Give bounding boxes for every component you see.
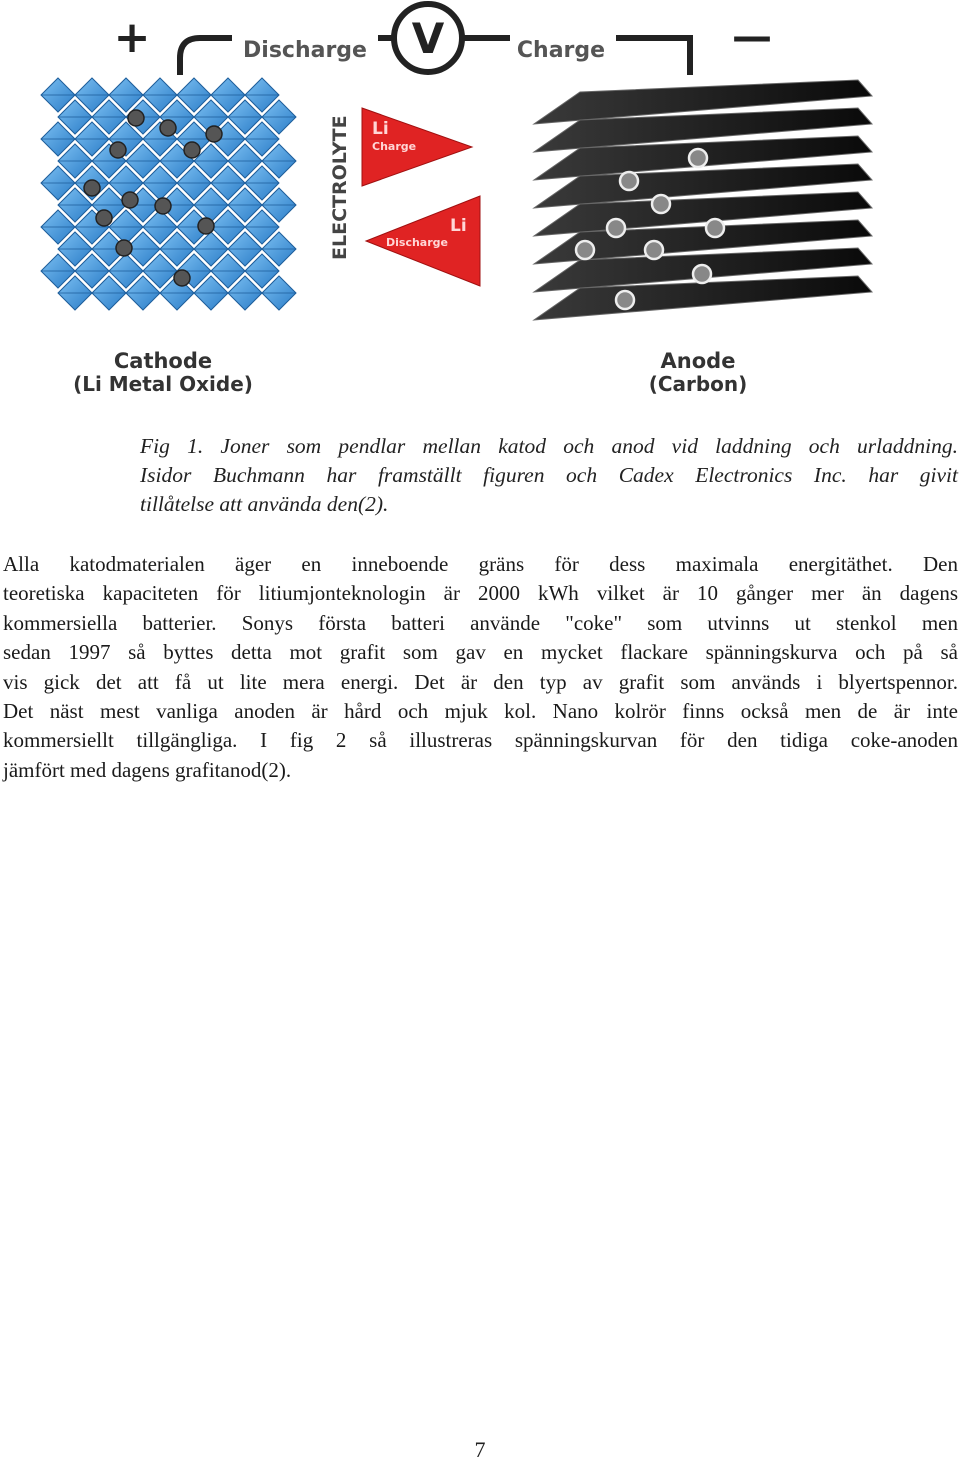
figure-caption [140, 432, 958, 519]
lithium-ion [174, 270, 190, 286]
li-charge-symbol: Li [372, 119, 389, 139]
charge-label: Charge [516, 38, 606, 63]
caption-line: Fig 1. Joner som pendlar mellan katod och anod vid laddning och urladdning. [140, 434, 958, 458]
electrolyte-label: ELECTROLYTE [329, 115, 351, 260]
plus-sign: + [113, 12, 151, 63]
lithium-ion [96, 210, 112, 226]
li-discharge-symbol: Li [450, 216, 467, 236]
lithium-ion [616, 291, 634, 309]
discharge-label: Discharge [243, 38, 367, 63]
paragraph-line: teoretiska kapaciteten för litiumjonteknologin är 2000 kWh vilket är 10 gånger mer än dagens [3, 581, 958, 606]
lithium-ion [160, 120, 176, 136]
paragraph-line: Alla katodmaterialen äger en inneboende gräns för dess maximala energitäthet. Den [3, 552, 958, 576]
lithium-ion [128, 110, 144, 126]
minus-sign: — [732, 14, 772, 60]
lithium-ion [206, 126, 222, 142]
li-discharge-sublabel: Discharge [386, 236, 448, 249]
page-number: 7 [474, 1437, 486, 1462]
lithium-ion [122, 192, 138, 208]
cathode-title: Cathode [113, 349, 213, 373]
lithium-ion [155, 198, 171, 214]
anode-subtitle: (Carbon) [648, 372, 748, 396]
lithium-ion [706, 219, 724, 237]
lithium-ion [576, 241, 594, 259]
lithium-ion [652, 195, 670, 213]
lithium-ion [645, 241, 663, 259]
lithium-ion [84, 180, 100, 196]
lithium-ion [689, 149, 707, 167]
anode-graphite-stack [534, 80, 872, 320]
li-charge-sublabel: Charge [372, 140, 417, 153]
paragraph-line: kommersiellt tillgängliga. I fig 2 så illustreras spänningskurvan för den tidiga coke-anoden [3, 728, 958, 753]
cathode-subtitle: (Li Metal Oxide) [73, 372, 253, 396]
caption-line: Isidor Buchmann har framställt figuren och Cadex Electronics Inc. har givit [140, 463, 958, 487]
lithium-ion [110, 142, 126, 158]
caption-line: tillåtelse att använda den(2). [140, 492, 389, 516]
cathode-lattice [41, 78, 296, 310]
battery-figure [0, 0, 960, 410]
paragraph-line: Det näst mest vanliga anoden är hård och mjuk kol. Nano kolrör finns också men de är inte [3, 699, 958, 724]
voltmeter-symbol: V [411, 14, 445, 63]
body-paragraph [3, 550, 958, 785]
lithium-ion [198, 218, 214, 234]
lithium-ion [607, 219, 625, 237]
anode-title: Anode [660, 349, 736, 373]
paragraph-line: kommersiella batterier. Sonys första batteri använde "coke" som utvinns ut stenkol men [3, 610, 958, 635]
paragraph-line: sedan 1997 så byttes detta mot grafit som gav en mycket flackare spänningskurva och på så [3, 640, 958, 665]
lithium-ion [693, 265, 711, 283]
paragraph-line: vis gick det att få ut lite mera energi. Det är den typ av grafit som används i blyertspennor. [3, 669, 958, 694]
lithium-ion [184, 142, 200, 158]
lithium-ion [116, 240, 132, 256]
paragraph-line: jämfört med dagens grafitanod(2). [3, 757, 292, 782]
lithium-ion [620, 172, 638, 190]
